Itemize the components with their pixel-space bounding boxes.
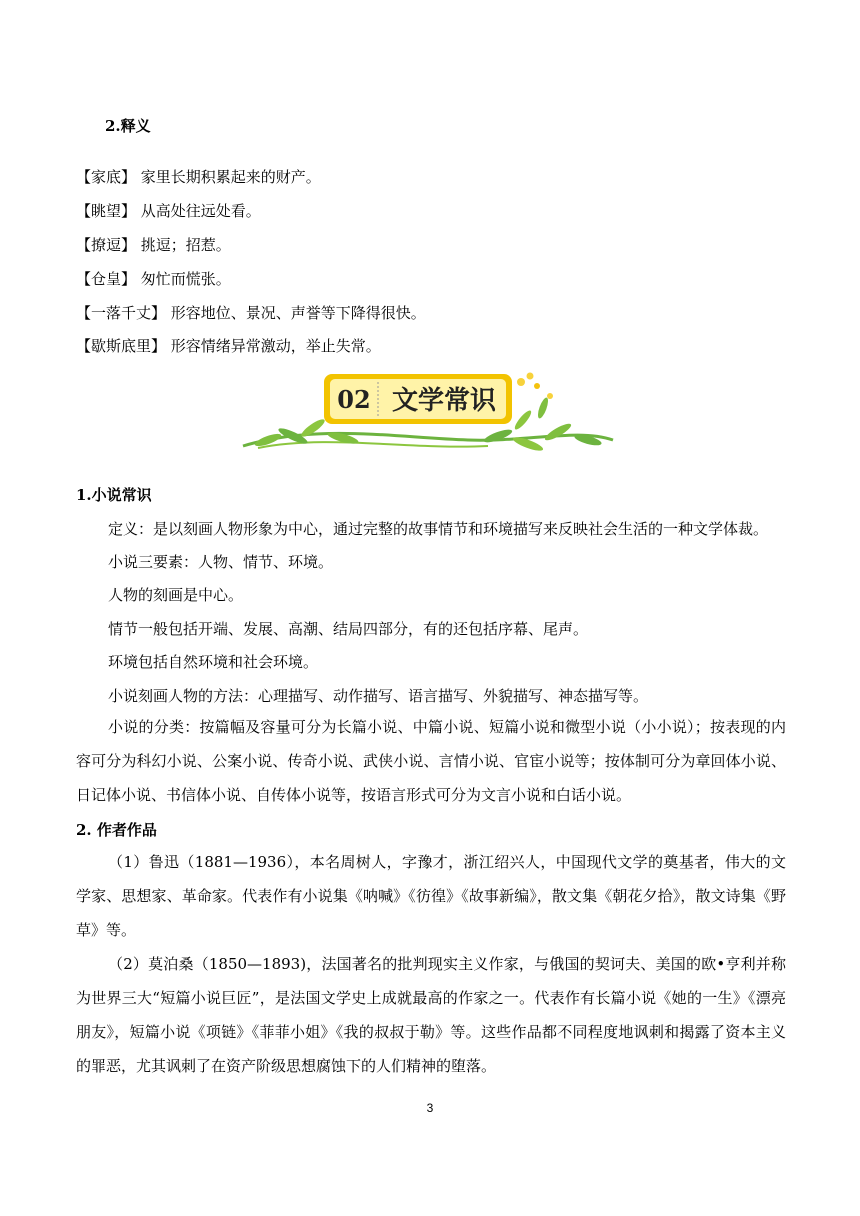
banner-number: 02 (337, 385, 371, 414)
authors-heading: 2. 作者作品 (76, 821, 157, 839)
novel-heading: 1.小说常识 (76, 486, 152, 504)
flower-icon (517, 373, 553, 400)
section-banner (238, 368, 618, 458)
glossary-item: 【一落千丈】 形容地位、景况、声誉等下降得很快。 (76, 304, 426, 322)
glossary-item: 【歇斯底里】 形容情绪异常激动，举止失常。 (76, 337, 381, 355)
novel-line: 情节一般包括开端、发展、高潮、结局四部分，有的还包括序幕、尾声。 (108, 620, 589, 638)
author-luxun: （1）鲁迅（1881—1936），本名周树人，字豫才，浙江绍兴人，中国现代文学的奠基者，伟大的文学家、思想家、革命家。代表作有小说集《呐喊》《彷徨》《故事新编》，散文集《朝花夕拾》，散文诗集《野草》等。 (76, 853, 786, 939)
glossary-item: 【撩逗】 挑逗；招惹。 (76, 236, 231, 254)
novel-line: 小说三要素：人物、情节、环境。 (108, 553, 334, 571)
author-maupassant: （2）莫泊桑（1850—1893)，法国著名的批判现实主义作家，与俄国的契诃夫、美国的欧•亨利并称为世界三大“短篇小说巨匠”，是法国文学史上成就最高的作家之一。代表作有长篇小说《她的一生》《漂亮朋友》，短篇小说《项链》《菲菲小姐》《我的叔叔于勒》等。这些作品都不同程度地讽刺和揭露了资本主义的罪恶，尤其讽刺了在资产阶级思想腐蚀下的人们精神的堕落。 (76, 955, 786, 1075)
banner-title: 文学常识 (391, 386, 497, 416)
novel-line: 人物的刻画是中心。 (108, 586, 244, 604)
novel-line: 小说刻画人物的方法：心理描写、动作描写、语言描写、外貌描写、神态描写等。 (108, 687, 649, 705)
glossary-item: 【仓皇】 匆忙而慌张。 (76, 270, 231, 288)
novel-classification: 小说的分类：按篇幅及容量可分为长篇小说、中篇小说、短篇小说和微型小说（小小说）；按表现的内容可分为科幻小说、公案小说、传奇小说、武侠小说、言情小说、官宦小说等；按体制可分为章回体小说、日记体小说、书信体小说、自传体小说等，按语言形式可分为文言小说和白话小说。 (76, 718, 786, 804)
novel-line: 环境包括自然环境和社会环境。 (108, 653, 319, 671)
novel-line: 定义：是以刻画人物形象为中心，通过完整的故事情节和环境描写来反映社会生活的一种文学体裁。 (108, 520, 769, 538)
page-number: 3 (426, 1101, 434, 1115)
glossary-item: 【家底】 家里长期积累起来的财产。 (76, 168, 321, 186)
glossary-item: 【眺望】 从高处往远处看。 (76, 202, 261, 220)
glossary-title: 2.释义 (105, 117, 151, 135)
